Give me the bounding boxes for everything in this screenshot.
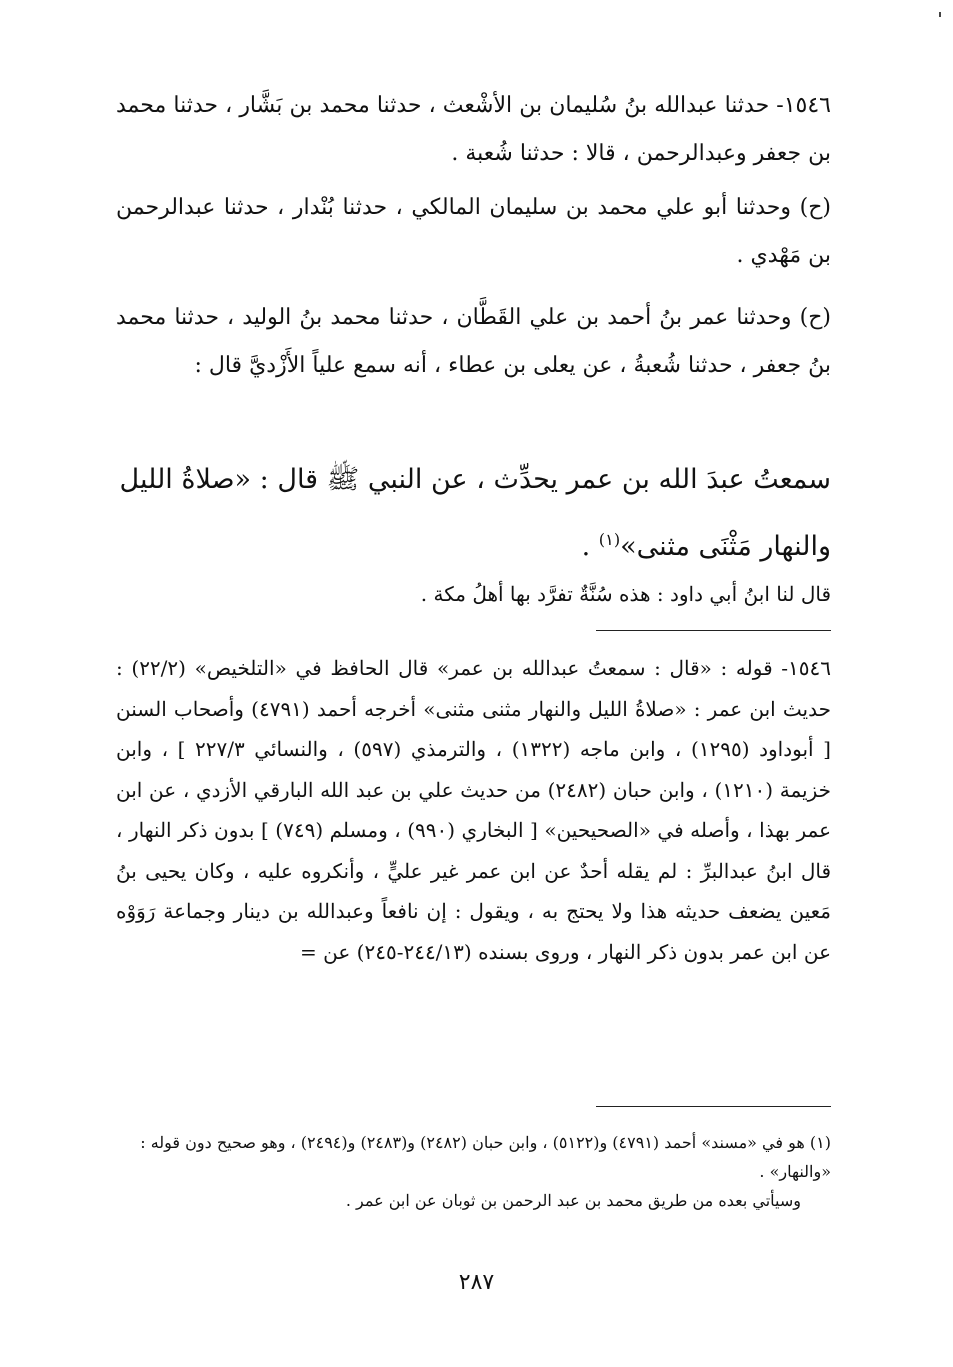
footnotes-section bbox=[116, 1128, 831, 1215]
footnotes-divider bbox=[596, 1106, 831, 1107]
isnad-paragraph-1: ١٥٤٦- حدثنا عبدالله بنُ سُليمان بن الأشْعث ، حدثنا محمد بن بَشَّار ، حدثنا محمد بن جعفر وعبدالرحمن ، قالا : حدثنا شُعبة . bbox=[116, 93, 831, 166]
footnote-marker: (١) bbox=[598, 530, 621, 549]
footnote-continuation: وسيأتي بعده من طريق محمد بن عبد الرحمن بن ثوبان عن ابن عمر . bbox=[345, 1191, 801, 1210]
hadith-matn bbox=[116, 450, 831, 577]
isnad-paragraph-3: (ح) وحدثنا عمر بنُ أحمد بن علي القَطَّان ، حدثنا محمد بنُ الوليد ، حدثنا محمد بنُ جعفر ، حدثنا شُعبةُ ، عن يعلى بن عطاء ، أنه سمع علياً الأَزْديَّ قال : bbox=[116, 305, 831, 378]
notes-divider bbox=[596, 630, 831, 631]
page-number: ٢٨٧ bbox=[458, 1270, 495, 1295]
matn-text: سمعتُ عبدَ الله بن عمر يحدِّث ، عن النبي ﷺ قال : «صلاةُ الليل والنهار مَثْنَى مثنى» bbox=[119, 464, 831, 562]
matn-end: . bbox=[581, 531, 599, 562]
isnad-paragraph-2: (ح) وحدثنا أبو علي محمد بن سليمان المالكي ، حدثنا بُنْدار ، حدثنا عبدالرحمن بن مَهْدي . bbox=[116, 195, 831, 268]
scan-mark bbox=[939, 12, 941, 17]
commentary-line: قال لنا ابنُ أبي داود : هذه سُنَّةٌ تفرَّد بها أهلُ مكة . bbox=[420, 582, 831, 606]
scholarly-notes: ١٥٤٦- قوله : «قال : سمعتُ عبدالله بن عمر» قال الحافظ في «التلخيص» (٢٢/٢) : حديث ابن عمر : «صلاةُ الليل والنهار مثنى مثنى» أخرجه أحمد (٤٧٩١) وأصحاب السنن [ أبوداود (١٢٩٥) ، وابن ماجه (١٣٢٢) ، والترمذي (٥٩٧) ، والنسائي ٢٢٧/٣ ] ، وابن خزيمة (١٢١٠) ، وابن حبان (٢٤٨٢) من حديث علي بن عبد الله البارقي الأزدي ، عن ابن عمر بهذا ، وأصله في «الصحيحين» [ البخاري (٩٩٠) ، ومسلم (٧٤٩) ] بدون ذكر النهار ، قال ابنُ عبدالبرِّ : لم يقله أحدٌ عن ابن عمر غير عليٍّ ، وأنكروه عليه ، وكان يحيى بنُ مَعين يضعف حديثه هذا ولا يحتج به ، ويقول : إن نافعاً وعبدالله بن دينار وجماعة رَوَوْه عن ابن عمر بدون ذكر النهار ، وروى بسنده (٢٤٤/١٣-٢٤٥) عن = bbox=[116, 656, 831, 964]
footnote-1: (١) هو في «مسند» أحمد (٤٧٩١) و(٥١٢٢) ، وابن حبان (٢٤٨٢) و(٢٤٨٣) و(٢٤٩٤) ، وهو صحيح دون قوله : «والنهار» . bbox=[140, 1133, 831, 1181]
